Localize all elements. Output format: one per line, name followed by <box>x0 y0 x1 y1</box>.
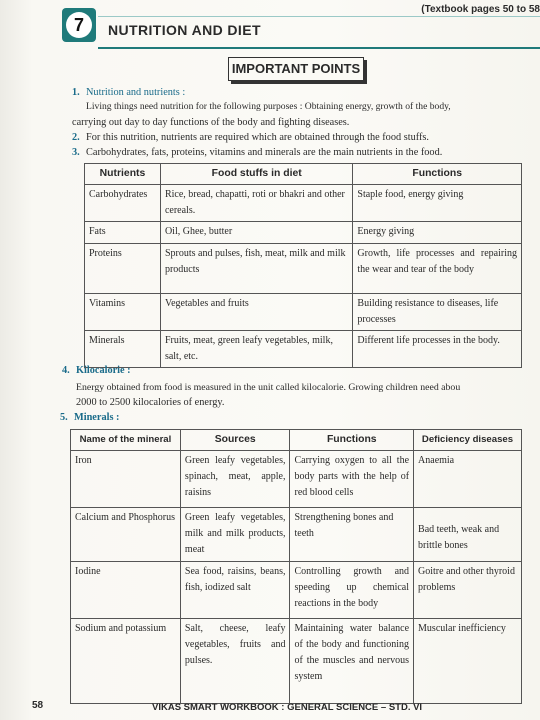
table-cell: Vegetables and fruits <box>160 294 352 331</box>
book-title-footer: VIKAS SMART WORKBOOK : GENERAL SCIENCE – STD. VI <box>152 702 423 713</box>
table-header-row <box>71 430 522 451</box>
kilocalorie-line-1: Energy obtained from food is measured in the unit called kilocalorie. Growing children need abou <box>76 382 461 393</box>
table-row <box>85 294 522 331</box>
column-header: Sources <box>180 430 290 451</box>
table-cell: Fruits, meat, green leafy vegetables, milk, salt, etc. <box>160 331 352 368</box>
kilocalorie-line-2: 2000 to 2500 kilocalories of energy. <box>76 397 225 408</box>
table-row <box>85 185 522 222</box>
table-cell: Vitamins <box>85 294 161 331</box>
table-row <box>85 331 522 368</box>
point-1-line-2: carrying out day to day functions of the body and fighting diseases. <box>72 117 350 128</box>
table-cell: Sodium and potassium <box>71 619 181 704</box>
table-row <box>71 508 522 562</box>
column-header: Functions <box>290 430 414 451</box>
table-cell: Sea food, raisins, beans, fish, iodized salt <box>180 562 290 619</box>
column-header: Nutrients <box>85 164 161 185</box>
kilocalorie-heading: Kilocalorie : <box>76 365 131 376</box>
column-header: Food stuffs in diet <box>160 164 352 185</box>
column-header: Deficiency diseases <box>414 430 522 451</box>
point-3-text: Carbohydrates, fats, proteins, vitamins and minerals are the main nutrients in the food. <box>86 147 443 158</box>
table-cell: Muscular inefficiency <box>414 619 522 704</box>
table-cell: Proteins <box>85 244 161 294</box>
column-header: Name of the mineral <box>71 430 181 451</box>
table-cell: Iodine <box>71 562 181 619</box>
table-row <box>71 451 522 508</box>
table-cell: Iron <box>71 451 181 508</box>
table-cell: Maintaining water balance of the body and functioning of the muscles and nervous system <box>290 619 414 704</box>
table-cell: Different life processes in the body. <box>353 331 522 368</box>
point-4-number: 4. <box>62 365 70 376</box>
table-cell: Strengthening bones and teeth <box>290 508 414 562</box>
table-cell: Rice, bread, chapatti, roti or bhakri and other cereals. <box>160 185 352 222</box>
point-1-number: 1. <box>72 87 80 98</box>
minerals-heading: Minerals : <box>74 412 120 423</box>
table-cell: Energy giving <box>353 222 522 244</box>
textbook-reference: (Textbook pages 50 to 58 <box>421 4 540 15</box>
table-cell: Controlling growth and speeding up chemical reactions in the body <box>290 562 414 619</box>
table-row <box>71 619 522 704</box>
point-5-number: 5. <box>60 412 68 423</box>
table-cell: Oil, Ghee, butter <box>160 222 352 244</box>
point-2-text: For this nutrition, nutrients are required which are obtained through the food stuffs. <box>86 132 429 143</box>
table-header-row <box>85 164 522 185</box>
page-number: 58 <box>32 700 44 711</box>
chapter-title-bar <box>98 16 540 49</box>
table-cell: Carrying oxygen to all the body parts with the help of red blood cells <box>290 451 414 508</box>
point-3-number: 3. <box>72 147 80 158</box>
table-cell: Sprouts and pulses, fish, meat, milk and milk products <box>160 244 352 294</box>
table-cell: Green leafy vegetables, spinach, meat, apple, raisins <box>180 451 290 508</box>
nutrients-table <box>84 163 522 368</box>
chapter-badge <box>62 8 96 42</box>
point-1-heading: Nutrition and nutrients : <box>86 87 186 98</box>
table-cell: Calcium and Phosphorus <box>71 508 181 562</box>
table-row <box>71 562 522 619</box>
point-1-line-1: Living things need nutrition for the following purposes : Obtaining energy, growth of the body, <box>86 101 451 112</box>
table-cell: Salt, cheese, leafy vegetables, fruits and pulses. <box>180 619 290 704</box>
table-cell: Goitre and other thyroid problems <box>414 562 522 619</box>
table-row <box>85 222 522 244</box>
table-row <box>85 244 522 294</box>
table-cell: Building resistance to diseases, life processes <box>353 294 522 331</box>
table-cell: Growth, life processes and repairing the wear and tear of the body <box>353 244 522 294</box>
important-points-heading: IMPORTANT POINTS <box>228 57 364 81</box>
table-cell: Staple food, energy giving <box>353 185 522 222</box>
table-cell: Anaemia <box>414 451 522 508</box>
chapter-header <box>62 4 540 48</box>
table-cell: Minerals <box>85 331 161 368</box>
point-2-number: 2. <box>72 132 80 143</box>
table-cell: Bad teeth, weak and brittle bones <box>414 508 522 562</box>
table-cell: Carbohydrates <box>85 185 161 222</box>
chapter-title: NUTRITION AND DIET <box>108 22 261 38</box>
minerals-table <box>70 429 522 704</box>
table-cell: Fats <box>85 222 161 244</box>
column-header: Functions <box>353 164 522 185</box>
chapter-number: 7 <box>66 12 92 38</box>
table-cell: Green leafy vegetables, milk and milk products, meat <box>180 508 290 562</box>
